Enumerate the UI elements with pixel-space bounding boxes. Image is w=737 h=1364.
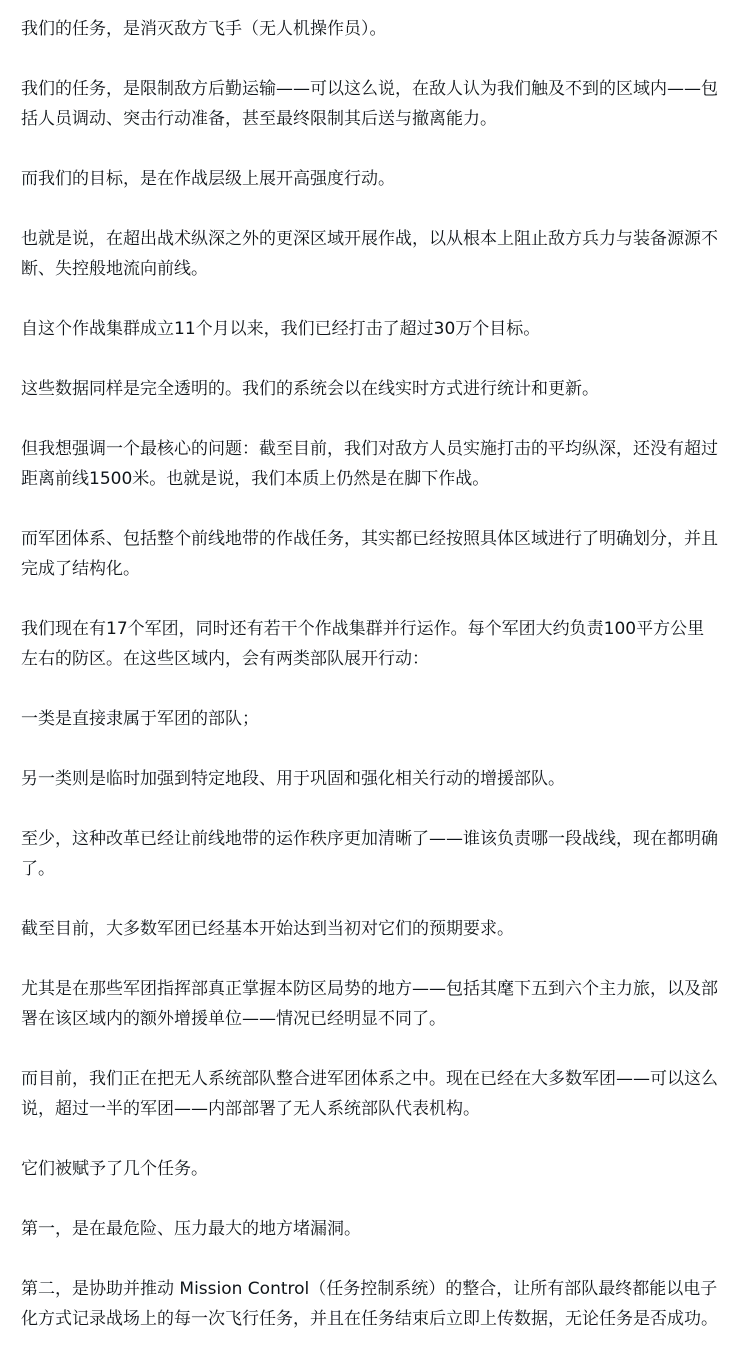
paragraph-9: 我们现在有17个军团，同时还有若干个作战集群并行运作。每个军团大约负责100平方公里左右的防区。在这些区域内，会有两类部队展开行动： xyxy=(21,619,705,669)
paragraph-7: 但我想强调一个最核心的问题：截至目前，我们对敌方人员实施打击的平均纵深，还没有超过距离前线1500米。也就是说，我们本质上仍然是在脚下作战。 xyxy=(21,439,718,489)
paragraph-10: 一类是直接隶属于军团的部队； xyxy=(21,709,259,729)
paragraph-15: 而目前，我们正在把无人系统部队整合进军团体系之中。现在已经在大多数军团——可以这么说，超过一半的军团——内部部署了无人系统部队代表机构。 xyxy=(21,1069,718,1119)
paragraph-12: 至少，这种改革已经让前线地带的运作秩序更加清晰了——谁该负责哪一段战线，现在都明确了。 xyxy=(21,829,718,879)
paragraph-16: 它们被赋予了几个任务。 xyxy=(21,1159,208,1179)
article-body xyxy=(21,14,721,1364)
paragraph-17: 第一，是在最危险、压力最大的地方堵漏洞。 xyxy=(21,1219,361,1239)
paragraph-8: 而军团体系、包括整个前线地带的作战任务，其实都已经按照具体区域进行了明确划分，并且完成了结构化。 xyxy=(21,529,718,579)
paragraph-13: 截至目前，大多数军团已经基本开始达到当初对它们的预期要求。 xyxy=(21,919,514,939)
paragraph-14: 尤其是在那些军团指挥部真正掌握本防区局势的地方——包括其麾下五到六个主力旅，以及部署在该区域内的额外增援单位——情况已经明显不同了。 xyxy=(21,979,718,1029)
paragraph-3: 而我们的目标，是在作战层级上展开高强度行动。 xyxy=(21,169,395,189)
paragraph-6: 这些数据同样是完全透明的。我们的系统会以在线实时方式进行统计和更新。 xyxy=(21,379,599,399)
paragraph-11: 另一类则是临时加强到特定地段、用于巩固和强化相关行动的增援部队。 xyxy=(21,769,565,789)
paragraph-2: 我们的任务，是限制敌方后勤运输——可以这么说，在敌人认为我们触及不到的区域内——包括人员调动、突击行动准备，甚至最终限制其后送与撤离能力。 xyxy=(21,79,718,129)
paragraph-5: 自这个作战集群成立11个月以来，我们已经打击了超过30万个目标。 xyxy=(21,319,541,339)
paragraph-18: 第二，是协助并推动 Mission Control（任务控制系统）的整合，让所有部队最终都能以电子化方式记录战场上的每一次飞行任务，并且在任务结束后立即上传数据，无论任务是否成功。 xyxy=(21,1279,718,1329)
paragraph-1: 我们的任务，是消灭敌方飞手（无人机操作员）。 xyxy=(21,19,387,39)
paragraph-4: 也就是说，在超出战术纵深之外的更深区域开展作战，以从根本上阻止敌方兵力与装备源源不断、失控般地流向前线。 xyxy=(21,229,718,279)
